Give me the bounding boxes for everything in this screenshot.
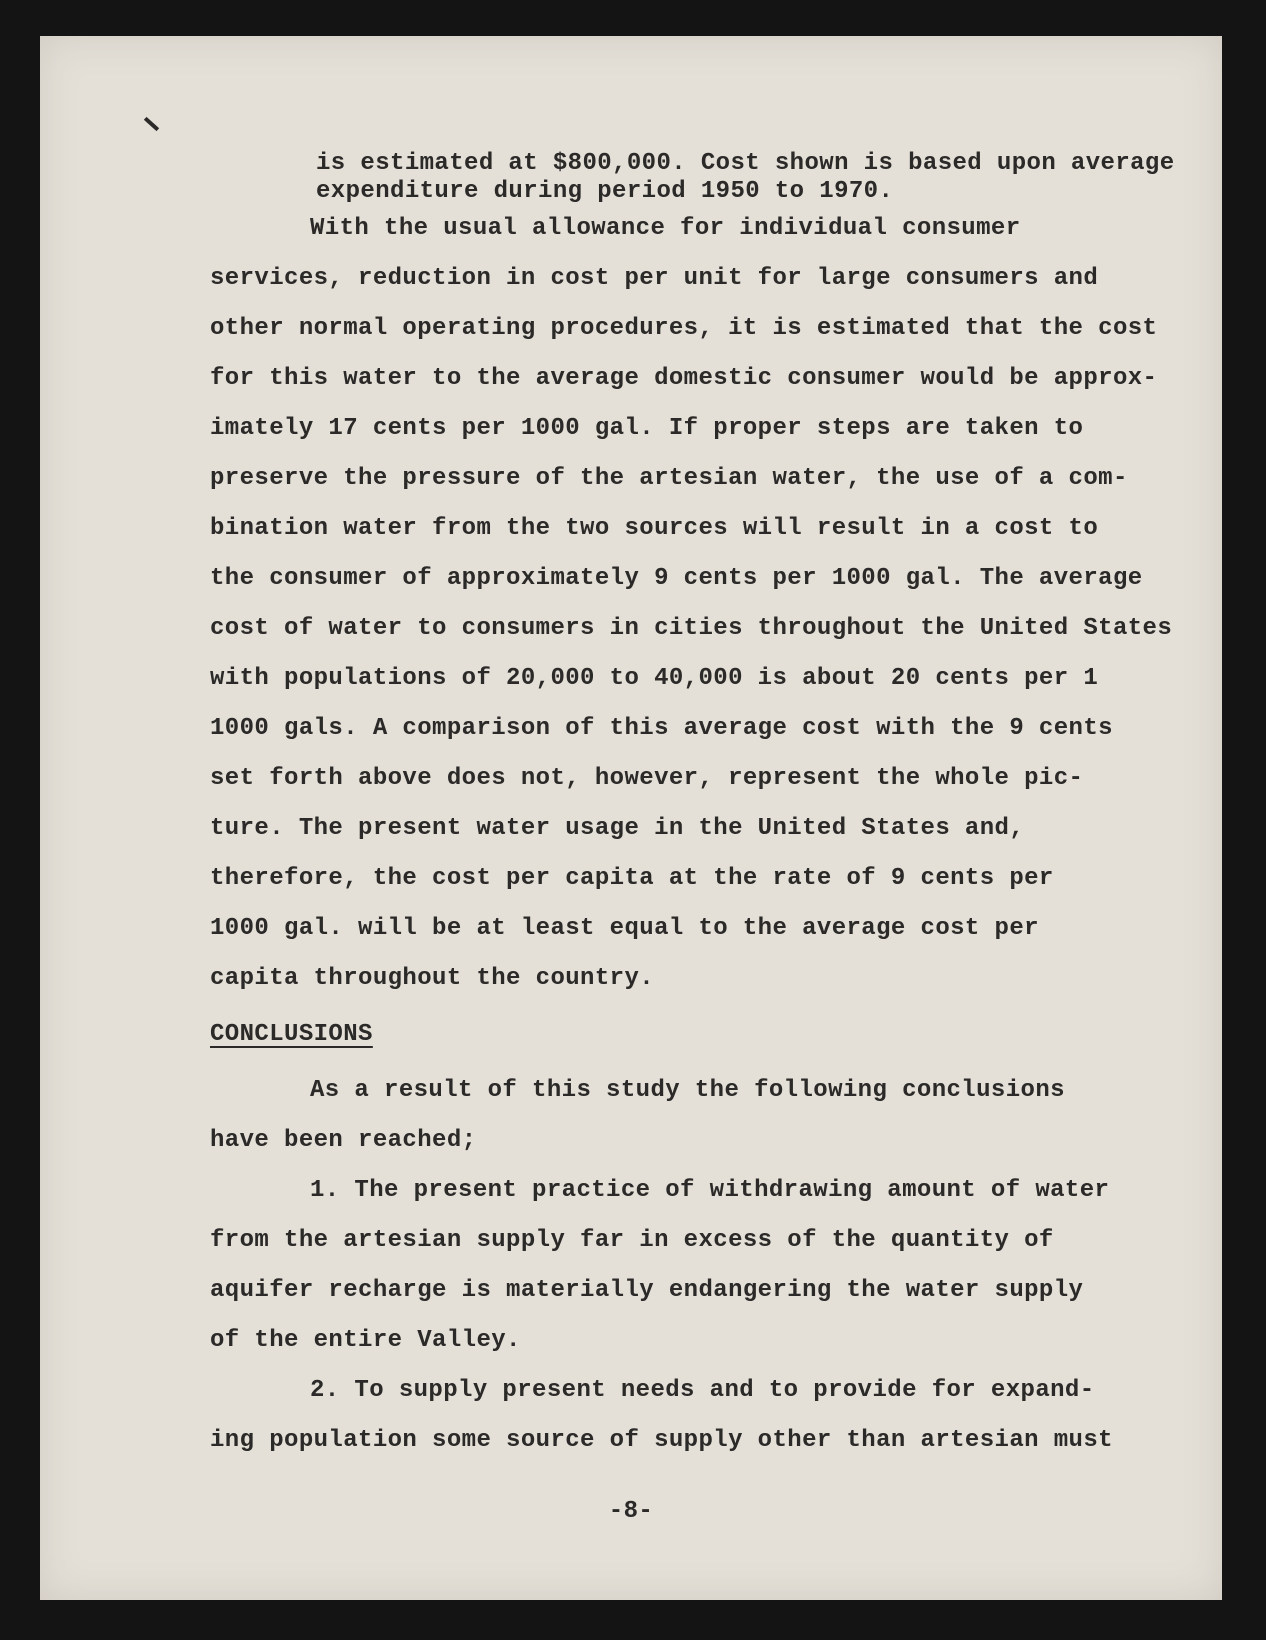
text-line: aquifer recharge is materially endangering the water supply <box>210 1277 1084 1304</box>
text-line: bination water from the two sources will result in a cost to <box>210 515 1099 542</box>
text-line: set forth above does not, however, represent the whole pic- <box>210 765 1084 792</box>
text-line: As a result of this study the following conclusions <box>310 1077 1065 1104</box>
text-line: the consumer of approximately 9 cents per 1000 gal. The average <box>210 565 1143 592</box>
text-line: 2. To supply present needs and to provide for expand- <box>310 1377 1095 1404</box>
text-line: for this water to the average domestic consumer would be approx- <box>210 365 1158 392</box>
text-line: preserve the pressure of the artesian water, the use of a com- <box>210 465 1128 492</box>
text-line: ture. The present water usage in the United States and, <box>210 815 1025 842</box>
text-line: With the usual allowance for individual consumer <box>310 215 1021 242</box>
text-line: of the entire Valley. <box>210 1327 521 1354</box>
text-line: capita throughout the country. <box>210 965 655 992</box>
text-line: have been reached; <box>210 1127 477 1154</box>
text-line: with populations of 20,000 to 40,000 is about 20 cents per 1 <box>210 665 1099 692</box>
text-line: imately 17 cents per 1000 gal. If proper steps are taken to <box>210 415 1084 442</box>
stray-mark <box>144 117 159 131</box>
section-heading: CONCLUSIONS <box>210 1021 373 1048</box>
text-line: 1000 gal. will be at least equal to the average cost per <box>210 915 1039 942</box>
text-line: from the artesian supply far in excess of the quantity of <box>210 1227 1054 1254</box>
text-line: other normal operating procedures, it is estimated that the cost <box>210 315 1158 342</box>
text-line: 1. The present practice of withdrawing amount of water <box>310 1177 1110 1204</box>
cost-paragraph <box>210 204 1172 1004</box>
text-line: 1000 gals. A comparison of this average cost with the 9 cents <box>210 715 1113 742</box>
text-line: expenditure during period 1950 to 1970. <box>316 178 894 205</box>
text-line: ing population some source of supply other than artesian must <box>210 1427 1113 1454</box>
document-page <box>40 36 1222 1600</box>
text-line: services, reduction in cost per unit for large consumers and <box>210 265 1099 292</box>
text-line: cost of water to consumers in cities throughout the United States <box>210 615 1173 642</box>
text-line: therefore, the cost per capita at the rate of 9 cents per <box>210 865 1054 892</box>
text-line: is estimated at $800,000. Cost shown is based upon average <box>316 150 1175 177</box>
page-number: -8- <box>608 1498 654 1525</box>
conclusions-paragraph <box>210 1066 1113 1466</box>
continuation-text <box>316 150 1175 206</box>
